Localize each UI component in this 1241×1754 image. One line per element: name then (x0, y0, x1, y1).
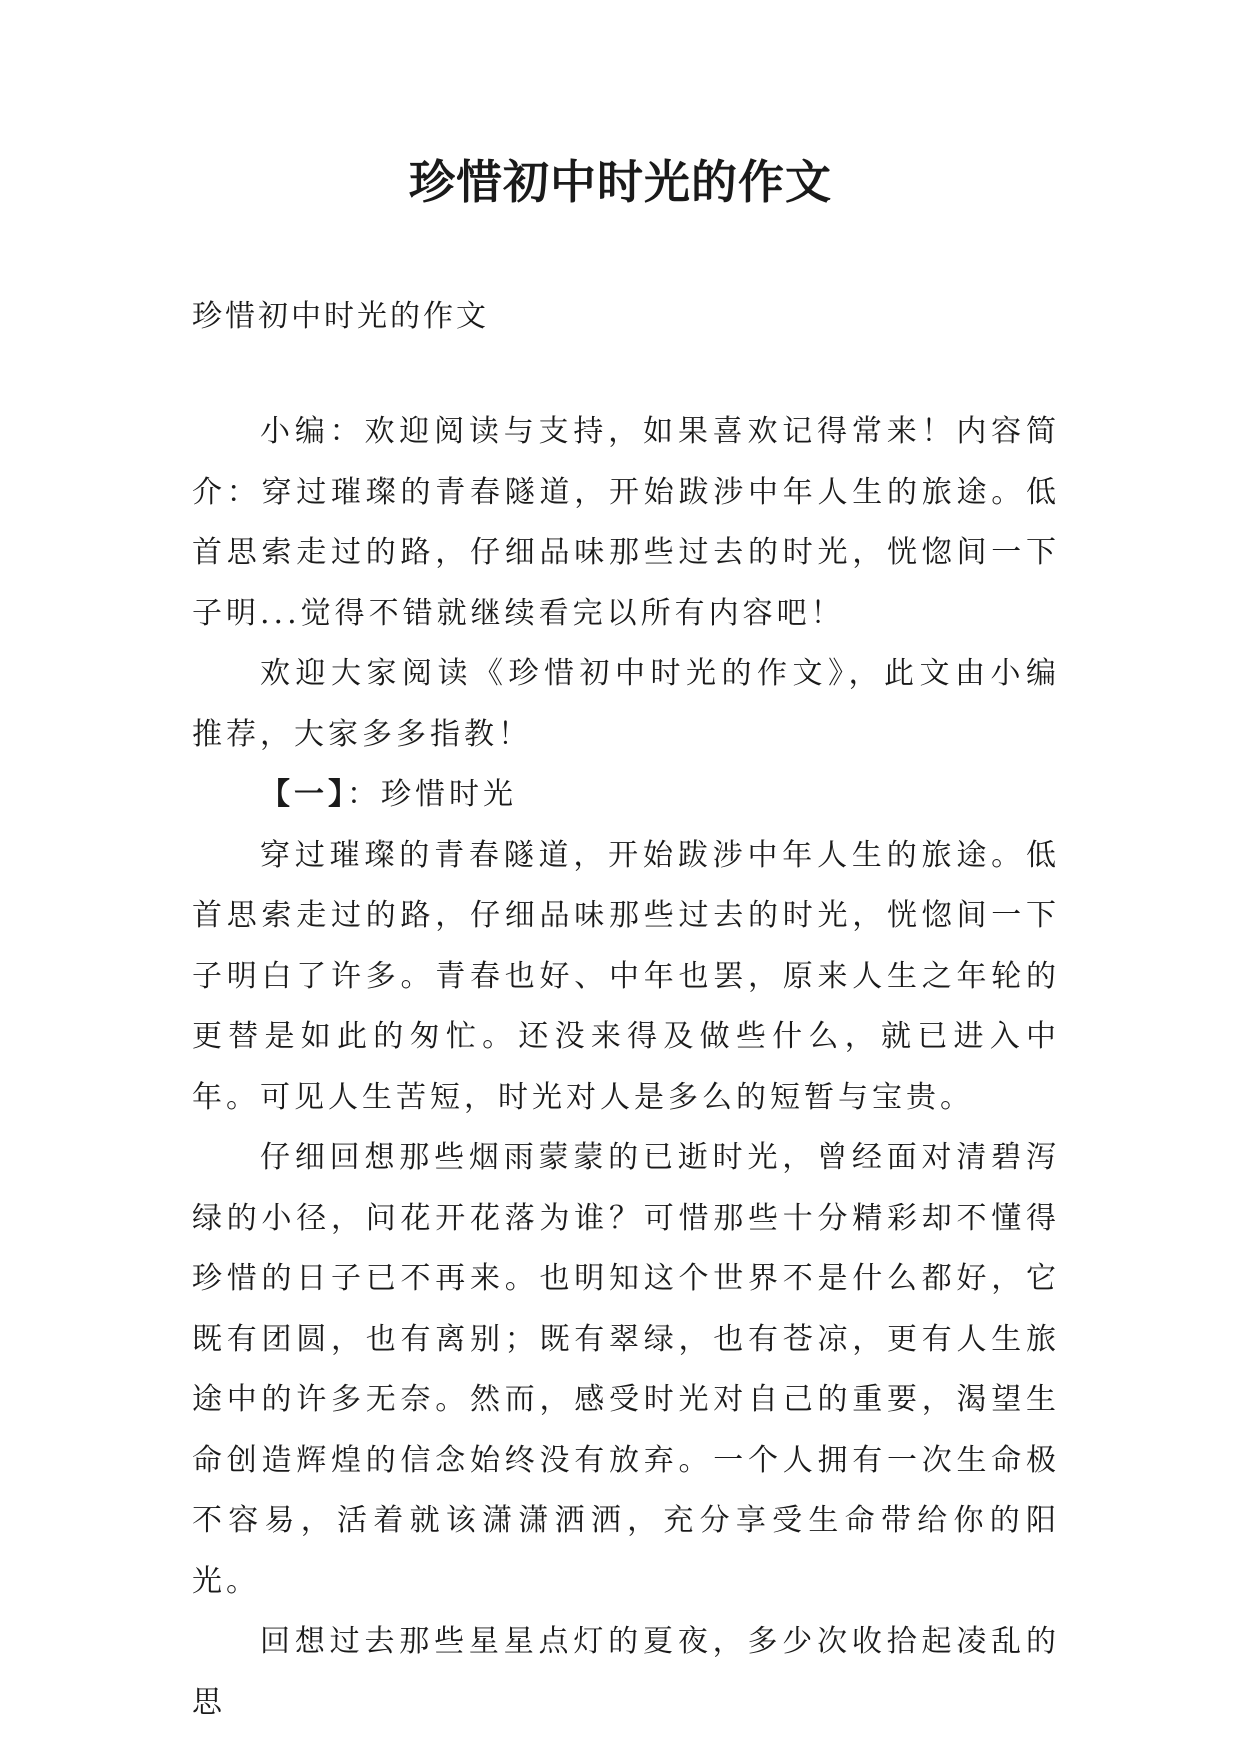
section-heading-number: 【一】 (260, 777, 347, 812)
section-heading (192, 765, 1060, 826)
body-paragraph: 回想过去那些星星点灯的夏夜，多少次收拾起凌乱的思 (192, 1624, 1060, 1720)
intro-paragraph: 欢迎大家阅读《珍惜初中时光的作文》，此文由小编推荐，大家多多指教！ (192, 656, 1060, 752)
intro-paragraph: 小编：欢迎阅读与支持，如果喜欢记得常来！内容简介：穿过璀璨的青春隧道，开始跋涉中年人生的旅途。低首思索走过的路，仔细品味那些过去的时光，恍惚间一下子明...觉得不错就继续看完以所有内容吧！ (192, 414, 1060, 631)
body-paragraph: 穿过璀璨的青春隧道，开始跋涉中年人生的旅途。低首思索走过的路，仔细品味那些过去的时光，恍惚间一下子明白了许多。青春也好、中年也罢，原来人生之年轮的更替是如此的匆忙。还没来得及做些什么，就已进入中年。可见人生苦短，时光对人是多么的短暂与宝贵。 (192, 837, 1060, 1115)
body-paragraph: 仔细回想那些烟雨蒙蒙的已逝时光，曾经面对清碧泻绿的小径，问花开花落为谁？可惜那些十分精彩却不懂得珍惜的日子已不再来。也明知这个世界不是什么都好，它既有团圆，也有离别；既有翠绿，也有苍凉，更有人生旅途中的许多无奈。然而，感受时光对自己的重要，渴望生命创造辉煌的信念始终没有放弃。一个人拥有一次生命极不容易，活着就该潇潇洒洒，充分享受生命带给你的阳光。 (192, 1140, 1060, 1599)
section-heading-text: ：珍惜时光 (347, 777, 517, 812)
document-title: 珍惜初中时光的作文 (409, 155, 832, 209)
document-body (192, 402, 1060, 1733)
document-subtitle: 珍惜初中时光的作文 (192, 299, 489, 334)
